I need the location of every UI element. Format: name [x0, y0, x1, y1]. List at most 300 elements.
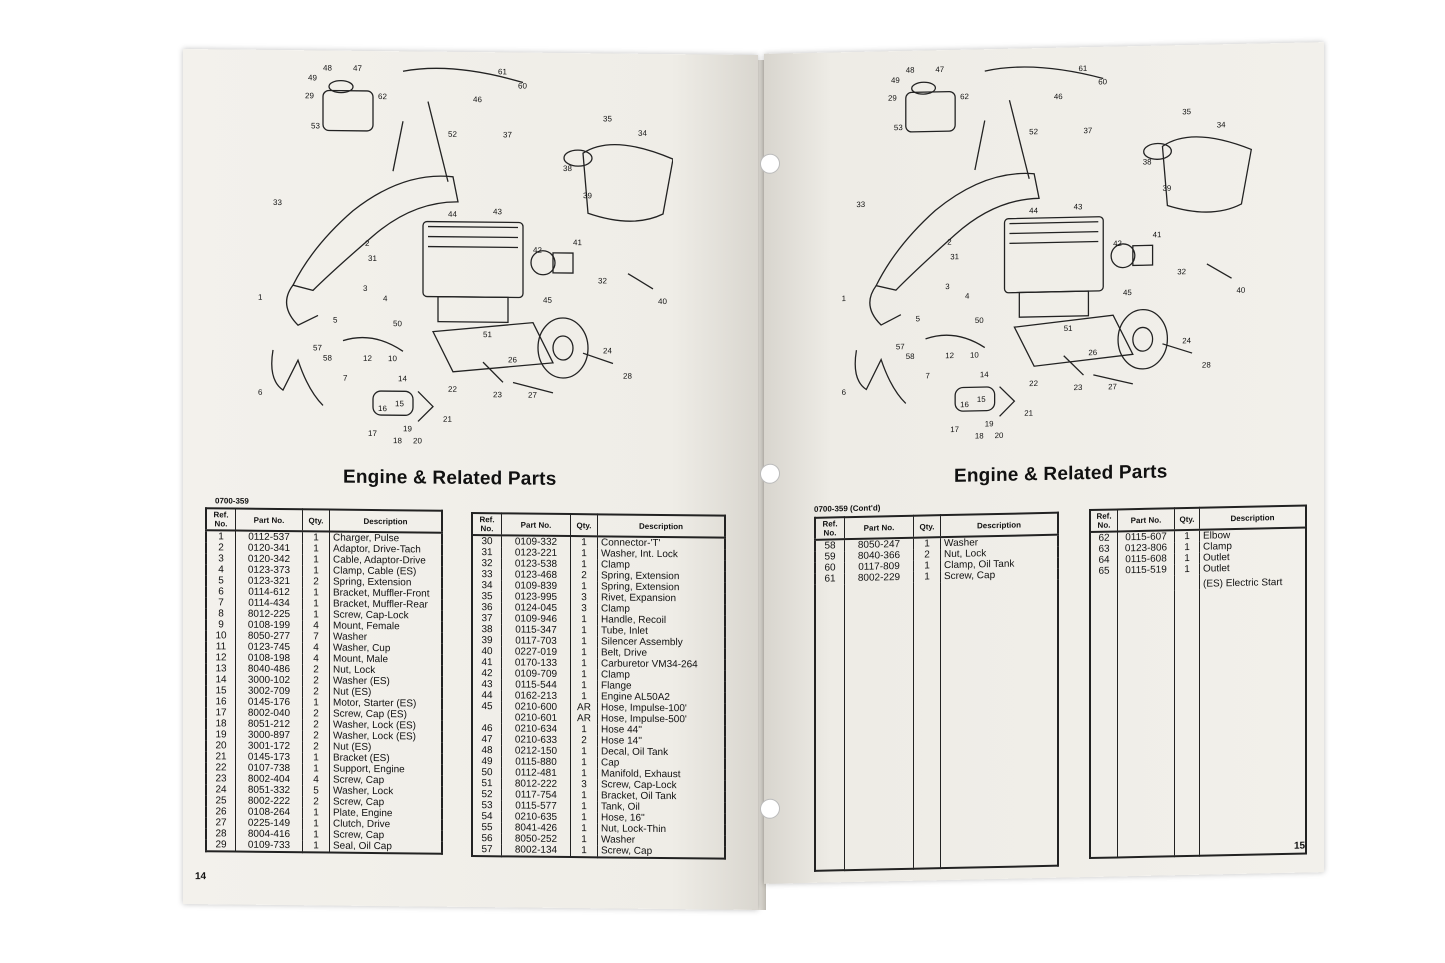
right-page-code: 0700-359 (Cont'd) [814, 503, 881, 514]
description-cell: Nut (ES) [330, 742, 443, 754]
ref-cell: 22 [206, 762, 236, 773]
svg-text:18: 18 [974, 431, 984, 441]
description-cell: Washer, Lock (ES) [330, 731, 443, 743]
svg-text:18: 18 [393, 436, 402, 446]
svg-text:62: 62 [960, 92, 969, 102]
description-cell: Plate, Engine [330, 808, 443, 820]
col-ref-header: Ref. No. [472, 513, 502, 535]
svg-text:24: 24 [603, 346, 612, 356]
ref-cell: 55 [472, 822, 502, 833]
part-number-cell: 0109-946 [502, 613, 571, 625]
description-cell: Mount, Female [330, 621, 443, 633]
svg-text:28: 28 [623, 371, 632, 381]
qty-cell: 1 [1175, 553, 1200, 565]
engine-exploded-diagram [253, 60, 673, 454]
ref-cell: 56 [472, 833, 502, 844]
svg-text:37: 37 [1083, 126, 1093, 136]
qty-cell: 1 [571, 581, 598, 592]
description-cell: Washer, Int. Lock [598, 548, 726, 560]
qty-cell: 1 [571, 636, 598, 647]
ref-cell: 26 [206, 806, 236, 817]
part-number-cell: 0117-809 [845, 561, 914, 573]
part-number-cell: 8050-247 [845, 538, 914, 551]
col-qty-header: Qty. [571, 514, 598, 536]
col-desc-header: Description [941, 513, 1059, 537]
part-number-cell: 8040-486 [236, 664, 303, 676]
qty-cell: 1 [303, 763, 330, 774]
ref-cell: 28 [206, 828, 236, 839]
svg-text:5: 5 [333, 315, 338, 325]
svg-text:50: 50 [974, 315, 984, 326]
svg-text:49: 49 [890, 75, 900, 85]
part-number-cell: 8012-222 [502, 778, 571, 790]
qty-cell: 1 [303, 565, 330, 576]
ref-cell: 11 [206, 641, 236, 652]
left-page [183, 49, 758, 910]
description-cell: Screw, Cap [598, 845, 726, 857]
empty-cell [1118, 575, 1175, 591]
description-cell: Clamp, Cable (ES) [330, 566, 443, 578]
svg-text:10: 10 [969, 350, 979, 360]
ref-cell: 49 [472, 756, 502, 767]
part-number-cell: 8012-225 [236, 609, 303, 621]
description-cell: Screw, Cap [330, 797, 443, 809]
svg-text:61: 61 [498, 67, 507, 77]
description-cell: Spring, Extension [598, 570, 726, 582]
part-number-cell: 0123-538 [502, 558, 571, 570]
description-cell: Bracket, Muffler-Front [330, 588, 443, 600]
qty-cell: 4 [303, 653, 330, 664]
part-number-cell: 3001-172 [236, 741, 303, 753]
ref-cell: 58 [815, 539, 845, 552]
qty-cell: 1 [303, 598, 330, 609]
svg-text:39: 39 [1162, 183, 1172, 193]
parts-table-body [472, 535, 725, 859]
svg-text:1: 1 [841, 294, 847, 304]
svg-text:12: 12 [945, 351, 955, 361]
svg-text:16: 16 [378, 404, 387, 414]
svg-text:23: 23 [1073, 382, 1083, 393]
ref-cell: 53 [472, 800, 502, 811]
description-cell: Flange [598, 680, 726, 692]
qty-cell: 1 [571, 801, 598, 812]
qty-cell: 1 [303, 697, 330, 708]
ref-cell: 33 [472, 569, 502, 580]
description-cell: Bracket (ES) [330, 753, 443, 765]
ref-cell: 63 [1090, 543, 1118, 555]
ref-cell: 14 [206, 674, 236, 685]
col-desc-header: Description [598, 514, 726, 537]
svg-text:4: 4 [383, 294, 388, 304]
svg-text:44: 44 [1029, 206, 1038, 216]
empty-cell [914, 582, 941, 869]
description-cell: Spring, Extension [330, 577, 443, 589]
part-number-cell: 0170-133 [502, 657, 571, 669]
filler-row [815, 580, 1058, 871]
svg-text:51: 51 [1063, 323, 1073, 334]
svg-text:22: 22 [448, 384, 457, 394]
part-number-cell: 0210-600 [502, 701, 571, 713]
qty-cell: 1 [571, 724, 598, 735]
part-number-cell: 0115-608 [1118, 553, 1175, 565]
description-cell: Screw, Cap [941, 569, 1059, 582]
svg-text:29: 29 [888, 93, 897, 103]
svg-text:43: 43 [493, 207, 502, 217]
svg-text:50: 50 [393, 319, 402, 329]
ref-cell: 9 [206, 619, 236, 630]
col-part-header: Part No. [845, 516, 914, 539]
qty-cell: 2 [914, 549, 941, 561]
ref-cell: 60 [815, 562, 845, 574]
part-number-cell: 0145-173 [236, 752, 303, 764]
part-number-cell: 0162-213 [502, 690, 571, 702]
svg-text:4: 4 [965, 291, 970, 301]
qty-cell: 3 [571, 592, 598, 603]
svg-text:58: 58 [905, 351, 915, 362]
description-cell: Clamp [1200, 540, 1307, 553]
description-cell: Charger, Pulse [330, 532, 443, 545]
ref-cell: 25 [206, 795, 236, 806]
svg-text:45: 45 [543, 295, 552, 305]
description-cell: Outlet [1200, 551, 1307, 564]
part-number-cell: 0117-754 [502, 789, 571, 801]
ref-cell: 43 [472, 679, 502, 690]
description-cell: Washer [598, 834, 726, 846]
empty-cell [1200, 588, 1307, 856]
qty-cell: 1 [571, 548, 598, 559]
ref-cell: 15 [206, 685, 236, 696]
col-ref-header: Ref. No. [206, 508, 236, 530]
qty-cell: 1 [303, 807, 330, 818]
qty-cell: 2 [303, 576, 330, 587]
part-number-cell: 0109-733 [236, 840, 303, 852]
qty-cell: 1 [914, 560, 941, 572]
description-cell: Clamp [598, 603, 726, 615]
part-number-cell: 0108-199 [236, 620, 303, 632]
svg-text:27: 27 [528, 390, 537, 400]
svg-text:46: 46 [1053, 92, 1063, 102]
empty-cell [1118, 590, 1175, 857]
description-cell: Engine AL50A2 [598, 691, 726, 703]
svg-text:15: 15 [395, 399, 404, 409]
svg-text:40: 40 [1236, 285, 1246, 295]
ref-cell: 64 [1090, 554, 1118, 566]
svg-text:37: 37 [503, 130, 512, 140]
svg-text:32: 32 [1177, 267, 1187, 277]
description-cell: Washer (ES) [330, 676, 443, 688]
empty-cell [845, 583, 914, 870]
qty-cell: 1 [571, 559, 598, 570]
description-cell: Screw, Cap (ES) [330, 709, 443, 721]
description-cell: Bracket, Oil Tank [598, 790, 726, 802]
qty-cell: 1 [571, 812, 598, 823]
part-number-cell: 0123-745 [236, 642, 303, 654]
qty-cell: 1 [303, 531, 330, 543]
parts-table-body [1090, 528, 1306, 859]
part-number-cell: 0114-612 [236, 587, 303, 599]
ref-cell: 3 [206, 553, 236, 564]
svg-text:52: 52 [1029, 127, 1038, 137]
svg-text:34: 34 [638, 128, 647, 138]
svg-text:47: 47 [353, 63, 362, 73]
svg-text:16: 16 [960, 400, 969, 410]
part-number-cell: 0123-468 [502, 569, 571, 581]
col-desc-header: Description [1200, 506, 1307, 530]
part-number-cell: 0212-150 [502, 745, 571, 757]
qty-cell: 1 [571, 647, 598, 658]
part-number-cell: 0112-537 [236, 531, 303, 544]
description-cell: Hose, Impulse-100' [598, 702, 726, 714]
ref-cell: 6 [206, 586, 236, 597]
qty-cell: 1 [571, 669, 598, 680]
description-cell: Rivet, Expansion [598, 592, 726, 604]
part-number-cell: 0115-607 [1118, 530, 1175, 543]
svg-text:1: 1 [258, 292, 263, 302]
ref-cell: 47 [472, 734, 502, 745]
col-qty-header: Qty. [303, 509, 330, 531]
part-number-cell: 8002-134 [502, 844, 571, 856]
qty-cell: 1 [303, 587, 330, 598]
svg-text:47: 47 [935, 64, 945, 75]
description-cell: Elbow [1200, 528, 1307, 542]
svg-text:7: 7 [343, 373, 348, 383]
svg-text:6: 6 [258, 387, 263, 397]
ref-cell: 2 [206, 542, 236, 553]
svg-text:52: 52 [448, 129, 457, 139]
part-number-cell: 8051-212 [236, 719, 303, 731]
description-cell: Spring, Extension [598, 581, 726, 593]
ref-cell: 52 [472, 789, 502, 800]
svg-text:60: 60 [1098, 77, 1108, 87]
description-cell: Washer [941, 535, 1059, 549]
ref-cell: 27 [206, 817, 236, 828]
description-cell: Washer, Lock (ES) [330, 720, 443, 732]
svg-text:32: 32 [598, 276, 607, 286]
empty-cell [303, 851, 330, 852]
svg-text:53: 53 [311, 121, 320, 131]
qty-cell: 1 [571, 834, 598, 845]
ref-cell: 45 [472, 701, 502, 712]
col-qty-header: Qty. [914, 515, 941, 538]
svg-text:20: 20 [994, 430, 1004, 441]
part-number-cell: 0210-635 [502, 811, 571, 823]
empty-cell [598, 856, 726, 858]
svg-text:24: 24 [1182, 336, 1191, 346]
description-cell: Hose 44'' [598, 724, 726, 736]
svg-text:7: 7 [925, 371, 930, 381]
empty-cell [815, 584, 845, 871]
part-number-cell: 0108-264 [236, 807, 303, 819]
part-number-cell: 0123-806 [1118, 542, 1175, 554]
qty-cell: 4 [303, 774, 330, 785]
description-cell: Screw, Cap [330, 830, 443, 842]
ref-cell: 17 [206, 707, 236, 718]
svg-text:35: 35 [603, 114, 612, 124]
part-number-cell: 8051-332 [236, 785, 303, 797]
qty-cell: 1 [303, 818, 330, 829]
ref-cell: 44 [472, 690, 502, 701]
svg-text:46: 46 [473, 95, 482, 105]
svg-text:31: 31 [368, 253, 377, 264]
binder-hole [760, 154, 780, 174]
empty-cell [1090, 591, 1118, 858]
description-cell: Clamp [598, 669, 726, 681]
empty-cell [1090, 576, 1118, 592]
svg-text:14: 14 [979, 370, 989, 380]
empty-cell [571, 856, 598, 857]
svg-text:41: 41 [1152, 230, 1162, 240]
svg-text:2: 2 [947, 237, 952, 247]
ref-cell: 21 [206, 751, 236, 762]
ref-cell: 5 [206, 575, 236, 586]
ref-cell: 8 [206, 608, 236, 619]
ref-cell: 20 [206, 740, 236, 751]
ref-cell: 59 [815, 551, 845, 563]
svg-text:33: 33 [856, 199, 866, 210]
filler-row [1090, 588, 1306, 859]
svg-text:44: 44 [448, 209, 457, 219]
part-number-cell: 0107-738 [236, 763, 303, 775]
ref-cell: 1 [206, 530, 236, 542]
col-desc-header: Description [330, 510, 443, 533]
svg-text:21: 21 [1024, 408, 1034, 418]
description-cell: Screw, Cap [330, 775, 443, 787]
qty-cell: 2 [571, 570, 598, 581]
parts-table-left-b [471, 512, 726, 860]
svg-text:28: 28 [1201, 360, 1211, 370]
qty-cell: 4 [303, 620, 330, 631]
ref-cell: 35 [472, 591, 502, 602]
description-cell: Washer, Cup [330, 643, 443, 655]
svg-text:41: 41 [573, 238, 582, 248]
svg-text:49: 49 [308, 73, 317, 83]
ref-cell: 12 [206, 652, 236, 663]
ref-cell: 10 [206, 630, 236, 641]
svg-text:27: 27 [1108, 382, 1117, 392]
part-number-cell: 0114-434 [236, 598, 303, 610]
svg-text:2: 2 [365, 238, 370, 248]
parts-table-left-a [205, 507, 443, 854]
svg-text:33: 33 [273, 197, 282, 208]
description-cell: Clutch, Drive [330, 819, 443, 831]
qty-cell: 1 [571, 768, 598, 779]
right-page-title: Engine & Related Parts [954, 461, 1168, 487]
ref-cell: 57 [472, 844, 502, 855]
svg-text:43: 43 [1073, 202, 1083, 212]
ref-cell: 19 [206, 729, 236, 740]
svg-text:42: 42 [1113, 238, 1122, 249]
ref-cell: 51 [472, 778, 502, 789]
binder-hole [760, 799, 780, 819]
part-number-cell: 0227-019 [502, 646, 571, 658]
svg-text:48: 48 [905, 65, 915, 75]
ref-cell: 48 [472, 745, 502, 756]
qty-cell: 1 [571, 614, 598, 625]
ref-cell: 32 [472, 558, 502, 569]
svg-text:17: 17 [950, 424, 959, 435]
description-cell: Mount, Male [330, 654, 443, 666]
svg-text:19: 19 [984, 419, 994, 429]
qty-cell: 1 [571, 845, 598, 856]
part-number-cell: 0109-709 [502, 668, 571, 680]
part-number-cell: 0123-995 [502, 591, 571, 603]
ref-cell: 54 [472, 811, 502, 822]
qty-cell: 1 [571, 658, 598, 669]
svg-text:40: 40 [658, 296, 667, 307]
empty-cell [1175, 575, 1200, 591]
qty-cell: 1 [914, 571, 941, 583]
qty-cell: 1 [571, 823, 598, 834]
svg-text:62: 62 [378, 92, 387, 102]
part-number-cell: 0210-633 [502, 734, 571, 746]
svg-text:26: 26 [508, 355, 517, 365]
right-page [764, 42, 1324, 884]
svg-text:45: 45 [1122, 288, 1132, 298]
ref-cell [472, 712, 502, 723]
binder-hole [760, 464, 780, 484]
ref-cell: 41 [472, 657, 502, 668]
description-cell: Nut, Lock [330, 665, 443, 677]
col-ref-header: Ref. No. [815, 517, 845, 540]
qty-cell: 1 [571, 790, 598, 801]
svg-text:15: 15 [976, 394, 986, 404]
part-number-cell: 0115-880 [502, 756, 571, 768]
svg-text:6: 6 [841, 387, 847, 397]
description-cell: Hose, 16'' [598, 812, 726, 824]
ref-cell: 36 [472, 602, 502, 613]
part-number-cell: 3000-897 [236, 730, 303, 742]
description-cell: Connector-'T' [598, 536, 726, 549]
qty-cell: AR [571, 702, 598, 713]
right-page-number: 15 [1294, 840, 1306, 852]
part-number-cell: 0123-221 [502, 547, 571, 559]
part-number-cell: 3000-102 [236, 675, 303, 687]
svg-text:10: 10 [388, 354, 397, 364]
qty-cell: 1 [571, 625, 598, 636]
description-cell: Clamp [598, 559, 726, 571]
empty-cell [206, 850, 236, 851]
description-cell: Support, Engine [330, 764, 443, 776]
description-cell: Hose, Impulse-500' [598, 713, 726, 725]
part-number-cell: 8002-040 [236, 708, 303, 720]
qty-cell: 2 [303, 664, 330, 675]
svg-text:3: 3 [945, 282, 950, 292]
description-cell: Manifold, Exhaust [598, 768, 726, 780]
ref-cell: 4 [206, 564, 236, 575]
part-number-cell: 0145-176 [236, 697, 303, 709]
part-number-cell: 0115-544 [502, 679, 571, 691]
svg-text:35: 35 [1182, 107, 1191, 117]
svg-text:53: 53 [893, 123, 903, 133]
qty-cell: 2 [571, 735, 598, 746]
engine-exploded-diagram [834, 56, 1254, 450]
qty-cell: 1 [303, 543, 330, 554]
svg-text:60: 60 [518, 81, 527, 91]
ref-cell: 40 [472, 646, 502, 657]
qty-cell: 1 [571, 757, 598, 768]
description-cell: Adaptor, Drive-Tach [330, 544, 443, 556]
description-cell: Carburetor VM34-264 [598, 658, 726, 670]
ref-cell: 39 [472, 635, 502, 646]
description-cell: Bracket, Muffler-Rear [330, 599, 443, 611]
svg-text:19: 19 [403, 424, 412, 434]
qty-cell: 5 [303, 785, 330, 796]
part-number-cell: 8050-277 [236, 631, 303, 643]
part-number-cell: 0210-601 [502, 712, 571, 724]
left-page-code: 0700-359 [215, 496, 249, 506]
svg-text:34: 34 [1216, 120, 1226, 130]
part-number-cell: 8050-252 [502, 833, 571, 845]
